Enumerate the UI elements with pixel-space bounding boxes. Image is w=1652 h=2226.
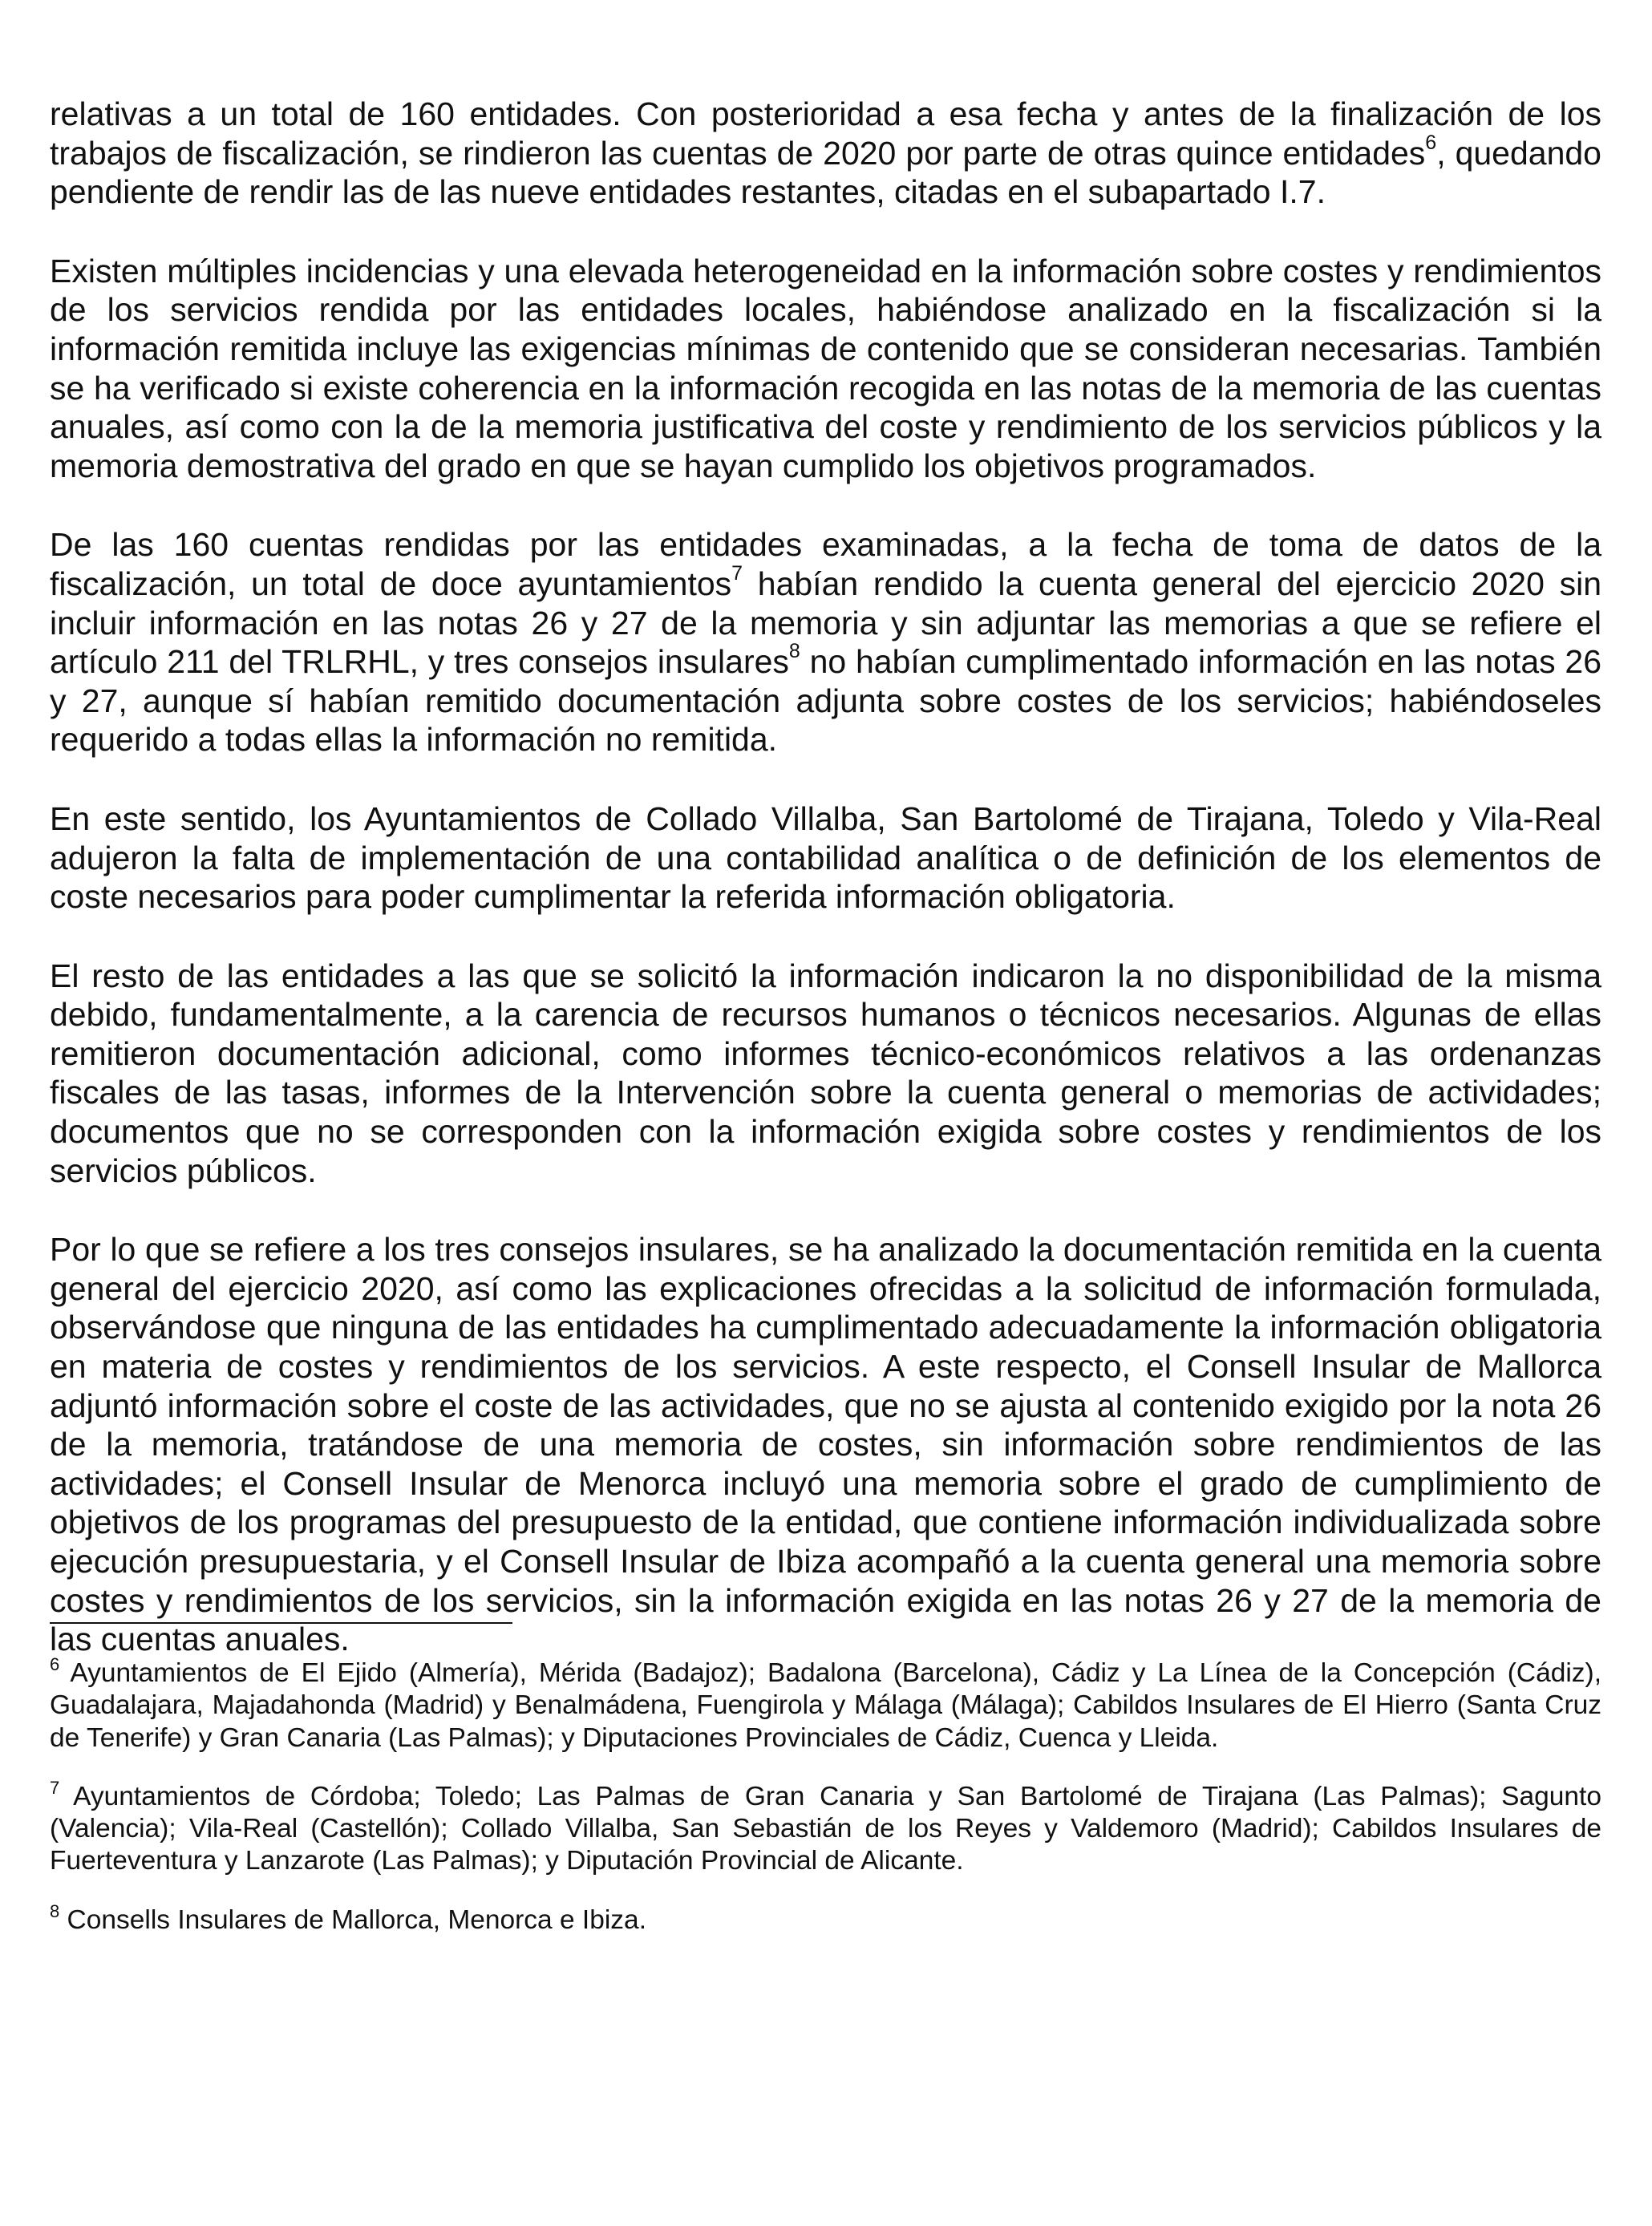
paragraph-1-text-a: relativas a un total de 160 entidades. Con posterioridad a esa fecha y antes de la finalización de los trabajos de fiscalización, se rindieron las cuentas de 2020 por parte de otras quince entidades [50, 95, 1601, 172]
paragraph-2: Existen múltiples incidencias y una elevada heterogeneidad en la información sobre costes y rendimientos de los servicios rendida por las entidades locales, habiéndose analizado en la fiscalización si la información remitida incluye las exigencias mínimas de contenido que se consideran necesarias. También se ha verificado si existe coherencia en la información recogida en las notas de la memoria de las cuentas anuales, así como con la de la memoria justificativa del coste y rendimiento de los servicios públicos y la memoria demostrativa del grado en que se hayan cumplido los objetivos programados. [50, 252, 1601, 484]
paragraph-3-text-a: De las 160 cuentas rendidas por las entidades examinadas, a la fecha de toma de datos de la fiscalización, un total de doce ayuntamientos [50, 526, 1601, 602]
footnote-6-text: Ayuntamientos de El Ejido (Almería), Mérida (Badajoz); Badalona (Barcelona), Cádiz y La Línea de la Concepción (Cádiz), Guadalajara, Majadahonda (Madrid) y Benalmádena, Fuengirola y Málaga (Málaga); Cabildos Insulares de El Hierro (Santa Cruz de Tenerife) y Gran Canaria (Las Palmas); y Diputaciones Provinciales de Cádiz, Cuenca y Lleida. [50, 1658, 1601, 1753]
paragraph-4: En este sentido, los Ayuntamientos de Collado Villalba, San Bartolomé de Tirajana, Toledo y Vila-Real adujeron la falta de implementación de una contabilidad analítica o de definición de los elementos de coste necesarios para poder cumplimentar la referida información obligatoria. [50, 799, 1601, 916]
footnote-8-number: 8 [50, 1900, 60, 1921]
footnote-8-text: Consells Insulares de Mallorca, Menorca e Ibiza. [59, 1904, 646, 1935]
footnote-7-text: Ayuntamientos de Córdoba; Toledo; Las Palmas de Gran Canaria y San Bartolomé de Tirajana (Las Palmas); Sagunto (Valencia); Vila-Real (Castellón); Collado Villalba, San Sebastián de los Reyes y Valdemoro (Madrid); Cabildos Insulares de Fuerteventura y Lanzarote (Las Palmas); y Diputación Provincial de Alicante. [50, 1781, 1601, 1876]
footnote-ref-8[interactable]: 8 [788, 640, 800, 663]
footnote-8 [50, 1900, 1601, 1937]
footnote-7-number: 7 [50, 1777, 60, 1798]
footnote-6-number: 6 [50, 1653, 60, 1674]
paragraph-3-text-b: habían rendido la cuenta general del ejercicio 2020 sin incluir información en las notas 26 y 27 de la memoria y sin adjuntar las memorias a que se refiere el artículo 211 del TRLRHL, y tres consejos insulares [50, 565, 1602, 681]
footnote-6 [50, 1653, 1601, 1754]
paragraph-3 [50, 525, 1601, 759]
paragraph-5: El resto de las entidades a las que se solicitó la información indicaron la no disponibilidad de la misma debido, fundamentalmente, a la carencia de recursos humanos o técnicos necesarios. Algunas de ellas remitieron documentación adicional, como informes técnico-económicos relativos a las ordenanzas fiscales de las tasas, informes de la Intervención sobre la cuenta general o memorias de actividades; documentos que no se corresponden con la información exigida sobre costes y rendimientos de los servicios públicos. [50, 957, 1601, 1189]
paragraph-3-text-c: no habían cumplimentado información en las notas 26 y 27, aunque sí habían remitido documentación adjunta sobre costes de los servicios; habiéndoseles requerido a todas ellas la información no remitida. [50, 643, 1602, 759]
footnote-ref-6[interactable]: 6 [1425, 131, 1437, 154]
document-body [50, 95, 1601, 1699]
footnote-ref-7[interactable]: 7 [731, 562, 743, 585]
paragraph-1 [50, 95, 1601, 212]
paragraph-1-text-b: , quedando pendiente de rendir las de las nueve entidades restantes, citadas en el subapartado I.7. [50, 134, 1601, 211]
paragraph-6: Por lo que se refiere a los tres consejos insulares, se ha analizado la documentación remitida en la cuenta general del ejercicio 2020, así como las explicaciones ofrecidas a la solicitud de información formulada, observándose que ninguna de las entidades ha cumplimentado adecuadamente la información obligatoria en materia de costes y rendimientos de los servicios. A este respecto, el Consell Insular de Mallorca adjuntó información sobre el coste de las actividades, que no se ajusta al contenido exigido por la nota 26 de la memoria, tratándose de una memoria de costes, sin información sobre rendimientos de las actividades; el Consell Insular de Menorca incluyó una memoria sobre el grado de cumplimiento de objetivos de los programas del presupuesto de la entidad, que contiene información individualizada sobre ejecución presupuestaria, y el Consell Insular de Ibiza acompañó a la cuenta general una memoria sobre costes y rendimientos de los servicios, sin la información exigida en las notas 26 y 27 de la memoria de las cuentas anuales. [50, 1231, 1601, 1658]
footnote-separator [50, 1622, 512, 1624]
footnotes [50, 1653, 1601, 1963]
footnote-7 [50, 1777, 1601, 1878]
